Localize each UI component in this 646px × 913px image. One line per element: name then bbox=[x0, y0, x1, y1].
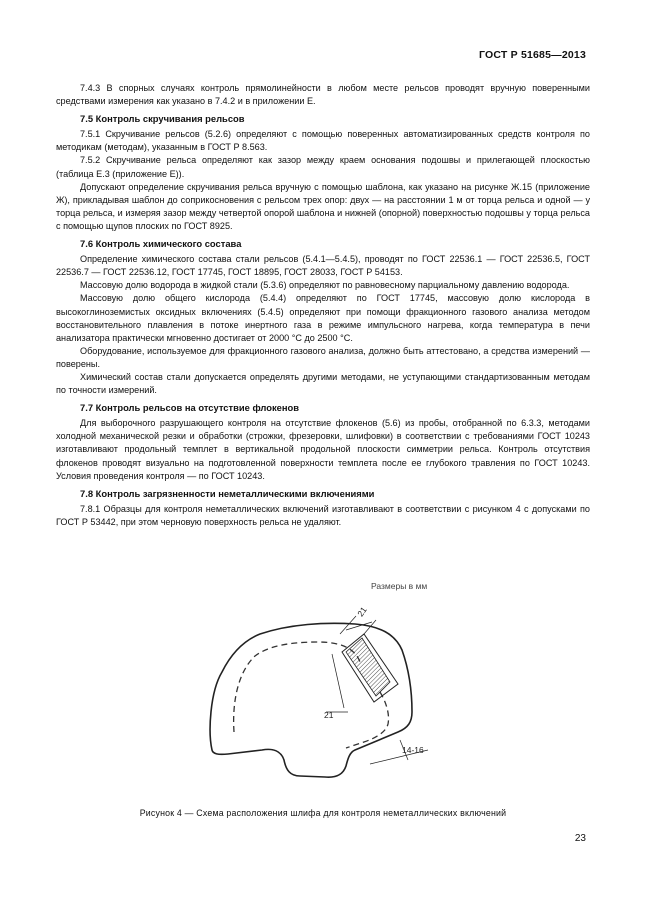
paragraph: Оборудование, используемое для фракционного газового анализа, должно быть аттестовано, а средства измерений — поверены. bbox=[56, 345, 590, 369]
paragraph: 7.8.1 Образцы для контроля неметаллических включений изготавливают в соответствии с рисунком 4 с допусками по ГОСТ Р 53442, при этом черновую поверхность рельса не удаляют. bbox=[56, 503, 590, 527]
paragraph: Массовую долю водорода в жидкой стали (5.3.6) определяют по равновесному парциальному давлению водорода. bbox=[80, 280, 570, 291]
inner-dashed-contour bbox=[234, 642, 360, 732]
figure-caption: Рисунок 4 — Схема расположения шлифа для контроля неметаллических включений bbox=[139, 808, 507, 818]
section-heading: 7.6 Контроль химического состава bbox=[80, 238, 242, 250]
dimension-left-label: 21 bbox=[324, 710, 334, 720]
paragraph: 7.4.3 В спорных случаях контроль прямолинейности в любом месте рельсов проводят вручную поверенными средствами измерения как указано в 7.4.2 и в приложении Е. bbox=[56, 83, 590, 107]
paragraph: Химический состав стали допускается определять другими методами, не уступающими стандартизованным методам по точности измерений. bbox=[56, 371, 590, 396]
dimension-top-label: 21 bbox=[355, 604, 369, 619]
paragraph: 7.5.2 Скручивание рельса определяют как зазор между краем основания подошвы и прилегающей плоскостью (таблица Е.3 (приложение Е)). bbox=[56, 155, 590, 179]
figure-units-note: Размеры в мм bbox=[371, 581, 428, 591]
document-id-header: ГОСТ Р 51685—2013 bbox=[478, 49, 586, 61]
dimension-bottom-label: 14-16 bbox=[402, 745, 424, 755]
body-text bbox=[56, 82, 590, 529]
page-number: 23 bbox=[574, 833, 586, 844]
paragraph: Допускают определение скручивания рельса вручную с помощью шаблона, как указано на рисунке Ж.15 (приложение Ж), прикладывая шаблон до соприкосновения с рельсом трех опор: двух — на расстоянии 1 м от торца рельса и одной — у торца рельса, и измеряя зазор между четвертой опорой шаблона и нижней (опорной) поверхностью подошвы у торца рельса с помощью щупов плоских по ГОСТ 8925. bbox=[56, 181, 590, 231]
inner-dashed-contour-2 bbox=[346, 692, 389, 748]
section-heading: 7.8 Контроль загрязненности неметаллическими включениями bbox=[80, 487, 375, 499]
paragraph: Массовую долю общего кислорода (5.4.4) определяют по ГОСТ 17745, массовую долю кислорода в высокоглиноземистых оксидных включениях (5.4.5) определяют при помощи фракционного газового анализа методом восстановительного плавления в потоке инертного газа в режиме импульсного нагрева, когда температура в печи анализатора практически мгновенно достигает от 2000 °С до 2500 °С. bbox=[56, 293, 590, 343]
paragraph: Для выборочного разрушающего контроля на отсутствие флокенов (5.6) из пробы, отобранной по 6.3.3, методами холодной механической резки и обработки (строжки, фрезеровки, шлифовки) в соответствии с требованиями ГОСТ 10243 изготавливают продольный темплет в вертикальной продольной плоскости симметрии рельса. Контроль отсутствия флокенов проводят визуально на подготовленной поверхности темплета после ее глубокого травления по ГОСТ 10243. Условия проведения контроля — по ГОСТ 10243. bbox=[56, 418, 590, 481]
paragraph: 7.5.1 Скручивание рельсов (5.2.6) определяют с помощью поверенных автоматизированных средств контроля по методикам (методам), указанным в ГОСТ Р 8.563. bbox=[56, 129, 590, 153]
section-heading: 7.5 Контроль скручивания рельсов bbox=[80, 113, 245, 125]
section-heading: 7.7 Контроль рельсов на отсутствие флокенов bbox=[80, 402, 300, 414]
specimen-hatched-area bbox=[346, 638, 390, 696]
rail-head-diagram bbox=[150, 572, 550, 790]
paragraph: Определение химического состава стали рельсов (5.4.1—5.4.5), проводят по ГОСТ 22536.1 — ГОСТ 22536.5, ГОСТ 22536.7 — ГОСТ 22536.12, ГОСТ 17745, ГОСТ 18895, ГОСТ 28033, ГОСТ Р 54153. bbox=[56, 254, 590, 278]
rail-head-outline bbox=[210, 623, 412, 777]
